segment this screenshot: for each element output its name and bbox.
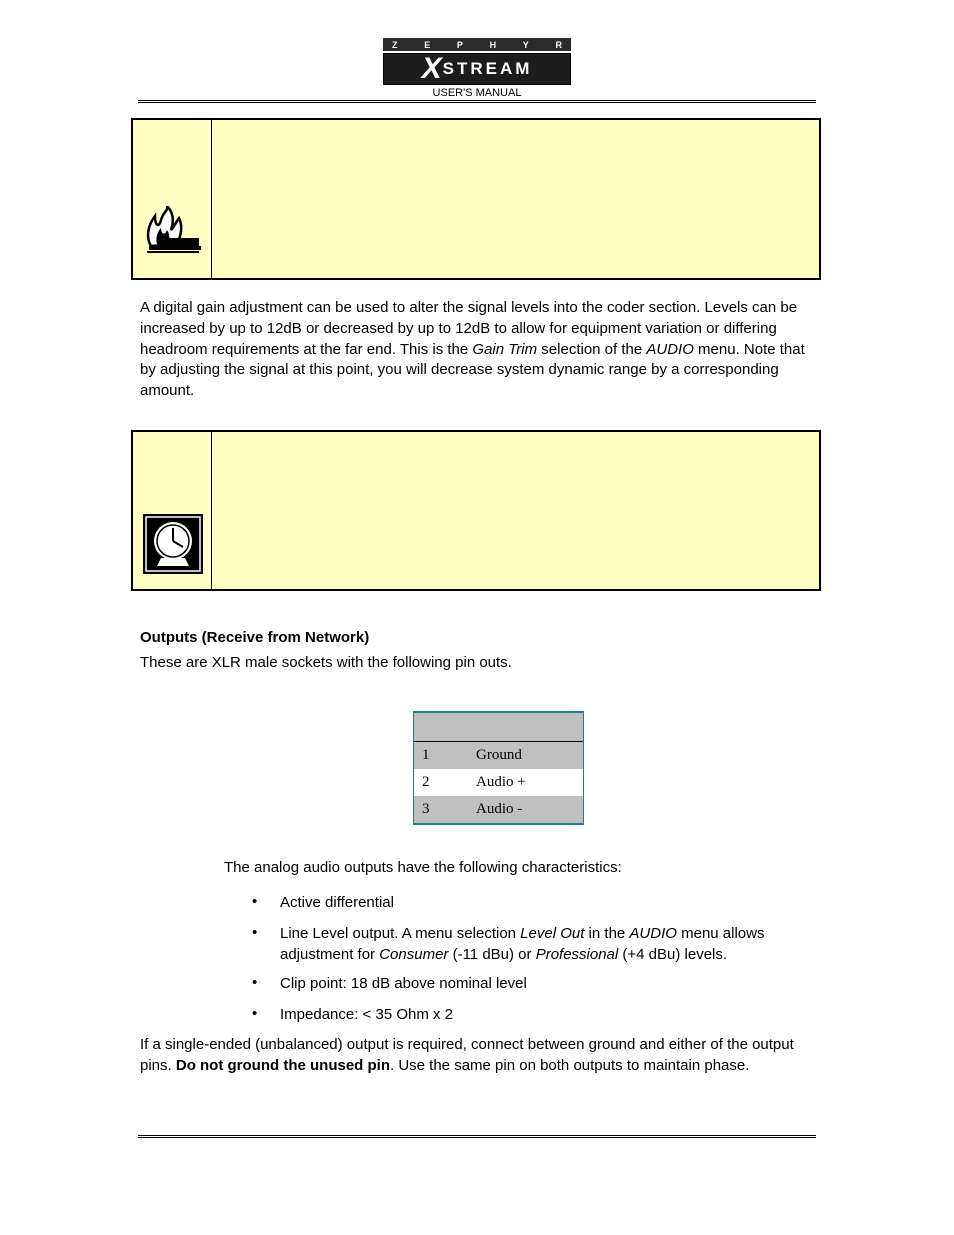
bullet-text: menu allows adjustment for — [280, 925, 765, 963]
bullet-line-level — [280, 924, 820, 966]
note-icon-cell — [133, 432, 212, 589]
pin-number: 3 — [422, 801, 430, 817]
audio-menu-term: AUDIO — [629, 925, 677, 942]
bullet-impedance: Impedance: < 35 Ohm x 2 — [280, 1006, 454, 1023]
pin-signal: Ground — [476, 747, 522, 763]
bullet-marker: • — [252, 1005, 258, 1022]
table-row — [414, 742, 583, 769]
gain-trim-paragraph — [140, 298, 820, 402]
note-text-cell — [212, 120, 819, 278]
level-out-term: Level Out — [520, 925, 585, 942]
outputs-intro: These are XLR male sockets with the following pin outs. — [140, 654, 512, 671]
warning-note-box — [131, 118, 821, 280]
users-manual-label: USER'S MANUAL — [432, 87, 522, 99]
bullet-marker: • — [252, 974, 258, 991]
bullet-clip-point: Clip point: 18 dB above nominal level — [280, 975, 527, 992]
bullet-text: (+4 dBu) levels. — [618, 945, 728, 963]
paragraph-text: . Use the same pin on both outputs to maintain phase. — [390, 1056, 750, 1074]
logo-zephyr-band — [383, 38, 571, 51]
bullet-text: (-11 dBu) or — [448, 945, 536, 963]
logo-letter: P — [456, 39, 463, 50]
footer-rule — [138, 1135, 816, 1138]
outputs-heading: Outputs (Receive from Network) — [140, 629, 370, 646]
pin-number: 2 — [422, 774, 430, 790]
consumer-term: Consumer — [379, 945, 449, 963]
characteristics-intro: The analog audio outputs have the following characteristics: — [224, 859, 622, 876]
pin-signal: Audio + — [476, 774, 526, 790]
logo-xstream-band — [383, 53, 571, 85]
header-rule — [138, 100, 816, 103]
gain-trim-term: Gain Trim — [472, 340, 538, 358]
table-row — [414, 796, 583, 823]
table-row — [414, 769, 583, 796]
meter-gauge-icon — [143, 514, 203, 574]
professional-term: Professional — [535, 945, 619, 963]
note-icon-cell — [133, 120, 212, 278]
logo-stream: STREAM — [442, 59, 533, 78]
burning-hand-icon — [143, 206, 203, 258]
note-text-cell — [212, 432, 819, 589]
logo-letter: H — [489, 39, 497, 50]
pin-signal: Audio - — [476, 801, 523, 817]
logo-x: X — [421, 52, 442, 85]
logo-letter: E — [424, 39, 431, 50]
single-ended-paragraph — [140, 1035, 800, 1077]
paragraph-text: A digital gain adjustment can be used to alter the signal levels into the coder section. Levels can be increased by up to 12dB or decreased by up to 12dB to allow for equipment variation or differing headroom requirements at the far end. This is the — [140, 299, 798, 358]
logo-letter: R — [555, 39, 562, 50]
warning-emphasis: Do not ground the unused pin — [175, 1056, 390, 1074]
logo-letter: Z — [392, 39, 398, 50]
paragraph-text: selection of the — [537, 340, 647, 358]
zephyr-xstream-logo — [383, 38, 571, 85]
bullet-text: in the — [584, 925, 630, 942]
logo-letter: Y — [522, 39, 529, 50]
audio-menu-term: AUDIO — [646, 340, 694, 358]
tip-note-box — [131, 430, 821, 591]
paragraph-text: If a single-ended (unbalanced) output is required, connect between ground and either of the output pins. — [140, 1036, 794, 1074]
table-header-row — [414, 713, 583, 742]
bullet-active-differential: Active differential — [280, 894, 394, 911]
paragraph-text: menu. Note that by adjusting the signal at this point, you will decrease system dynamic range by a corresponding amount. — [140, 340, 805, 400]
bullet-marker: • — [252, 924, 258, 941]
bullet-text: Line Level output. A menu selection — [280, 925, 521, 942]
pin-number: 1 — [422, 747, 430, 763]
bullet-marker: • — [252, 893, 258, 910]
xlr-pinout-table — [413, 711, 584, 825]
